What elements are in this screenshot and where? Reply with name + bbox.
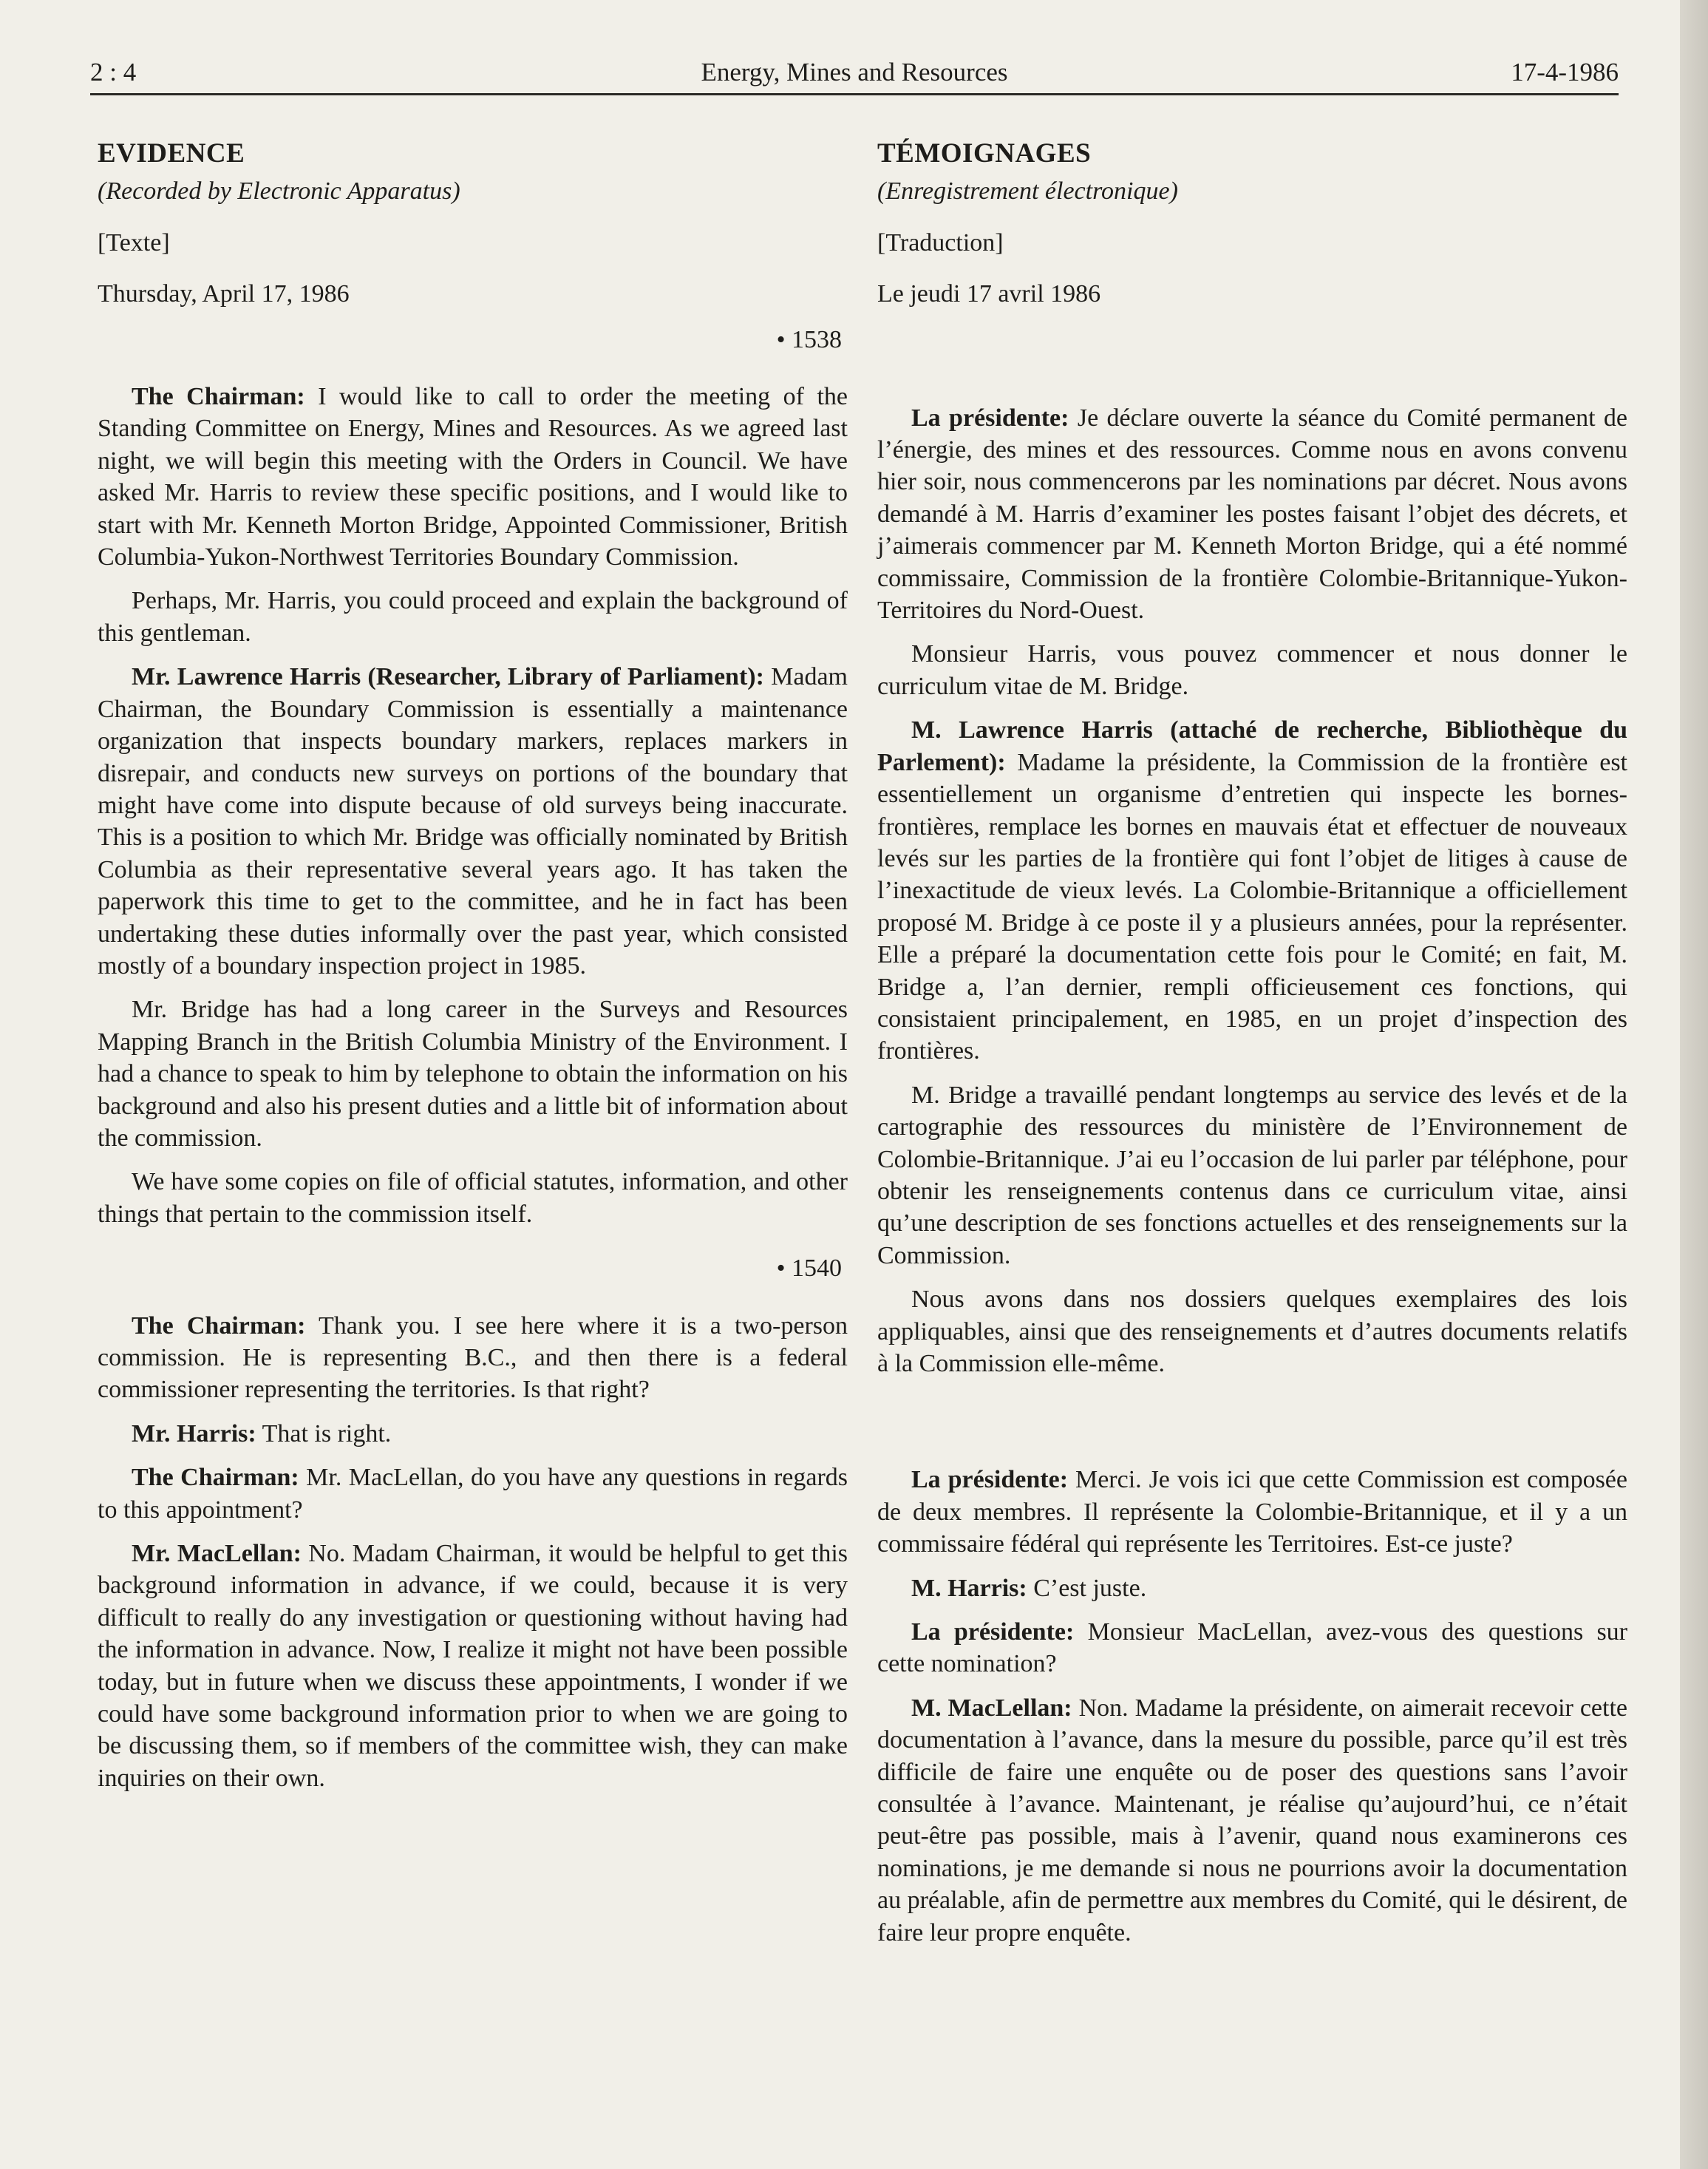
time-marker: • 1540 <box>776 1255 842 1283</box>
speaker-name: Mr. Lawrence Harris (Researcher, Library of Parliament): <box>132 663 764 691</box>
speech-text: C’est juste. <box>1027 1574 1147 1602</box>
paragraph <box>98 1462 848 1526</box>
running-title: Energy, Mines and Resources <box>701 58 1008 86</box>
speaker-name: Mr. Harris: <box>132 1419 256 1447</box>
speech-text: No. Madam Chairman, it would be helpful to get this background information in advance, if we could, because it is very difficult to really do any investigation or questioning without having had the information in advance. Now, I realize it might not have been possible today, but in future when we discuss these appointments, I wonder if we could have some background information prior to when we are going to be discussing them, so if members of the committee wish, they can make inquiries on their own. <box>98 1540 848 1792</box>
column-spacer <box>877 1391 1627 1464</box>
speech-text: Thank you. I see here where it is a two-person commission. He is representing B.C., and then there is a federal commissioner representing the territories. Is that right? <box>98 1311 848 1404</box>
paragraph <box>98 381 848 573</box>
paragraph <box>877 1283 1627 1379</box>
speech-text: Monsieur MacLellan, avez-vous des questions sur cette nomination? <box>877 1618 1628 1678</box>
speech-text: Mr. Bridge has had a long career in the Surveys and Resources Mapping Branch in the British Columbia Ministry of the Environment. I had a chance to speak to him by telephone to obtain the information on his background and also his present duties and a little bit of information about the commission. <box>98 996 848 1152</box>
speech-text: Madam Chairman, the Boundary Commission is essentially a maintenance organization that inspects boundary markers, replaces markers in disrepair, and conducts new surveys on portions of the boundary that might have come into dispute because of old surveys being inaccurate. This is a position to which Mr. Bridge was officially nominated by British Columbia as their representative several years ago. It has taken the paperwork this time to get to the committee, and he in fact has been undertaking these duties informally over the past year, which consisted mostly of a boundary inspection project in 1985. <box>98 663 848 980</box>
speech-text: We have some copies on file of official statutes, information, and other things that pertain to the commission itself. <box>98 1168 848 1228</box>
paragraph <box>98 1418 848 1450</box>
paragraph <box>98 994 848 1154</box>
paragraph <box>877 402 1627 627</box>
speaker-name: The Chairman: <box>132 1311 306 1340</box>
speech-text: M. Bridge a travaillé pendant longtemps au service des levés et de la cartographie des ressources du ministère de l’Environnement de Colombie-Britannique. J’ai eu l’occasion de lui parler par téléphone, pour obtenir les renseignements contenus dans ce curriculum vitae, ainsi qu’une description de ses fonctions actuelles et des renseignements sur la Commission. <box>877 1081 1627 1269</box>
speech-text: Mr. MacLellan, do you have any questions in regards to this appointment? <box>98 1464 848 1524</box>
meeting-date: Le jeudi 17 avril 1986 <box>877 280 1101 308</box>
running-header <box>90 58 1619 95</box>
speaker-name: The Chairman: <box>132 383 305 411</box>
paragraph <box>98 1310 848 1406</box>
meeting-date: Thursday, April 17, 1986 <box>98 280 350 308</box>
speech-text: I would like to call to order the meeting of the Standing Committee on Energy, Mines and Resources. As we agreed last night, we will begin this meeting with the Orders in Council. We have asked Mr. Harris to review these specific positions, and I would like to start with Mr. Kenneth Morton Bridge, Appointed Commissioner, British Columbia-Yukon-Northwest Territories Boundary Commission. <box>98 383 848 571</box>
speech-text: Non. Madame la présidente, on aimerait recevoir cette documentation à l’avance, dans la mesure du possible, parce qu’il est très difficile de faire une enquête ou de poser des questions sans l’avoir consultée à l’avance. Maintenant, je réalise qu’aujourd’hui, ce n’était peut-être pas possible, mais à l’avenir, quand nous examinerons ces nominations, je me demande si nous ne pourrions avoir la documentation au préalable, afin de permettre aux membres du Comité, qui le désirent, de faire leur propre enquête. <box>877 1694 1628 1946</box>
page-edge-shadow <box>1680 0 1708 2169</box>
speech-text: Merci. Je vois ici que cette Commission est composée de deux membres. Il représente la Colombie-Britannique, et il y a un commissaire fédéral qui représente les Territoires. Est-ce juste? <box>877 1466 1627 1558</box>
paragraph <box>98 585 848 649</box>
speech-text: That is right. <box>256 1419 392 1447</box>
paragraph <box>98 1166 848 1230</box>
column-spacer <box>877 324 1627 402</box>
speaker-name: M. Harris: <box>911 1574 1027 1602</box>
paragraph <box>877 1079 1627 1272</box>
speech-text: Madame la présidente, la Commission de la frontière est essentiellement un organisme d’entretien qui inspecte les bornes-frontières, remplace les bornes en mauvais état et effectuer de nouveaux levés sur les parties de la frontière qui font l’objet de litiges à cause de l’inexactitude de vieux levés. La Colombie-Britannique a officiellement proposé M. Bridge à ce poste il y a plusieurs années, pour la représenter. Elle a préparé la documentation cette fois pour le Comité; en fait, M. Bridge a, l’an dernier, rempli officieusement ces fonctions, qui consistaient principalement, en 1985, en un projet d’inspection des frontières. <box>877 748 1627 1065</box>
speaker-name: La présidente: <box>911 404 1069 432</box>
paragraph <box>877 1464 1627 1560</box>
speech-text: Nous avons dans nos dossiers quelques exemplaires des lois appliquables, ainsi que des renseignements et d’autres documents relatifs à la Commission elle-même. <box>877 1286 1627 1377</box>
speaker-name: La présidente: <box>911 1618 1075 1646</box>
speaker-name: M. MacLellan: <box>911 1694 1072 1722</box>
temoignages-heading: TÉMOIGNAGES <box>877 138 1092 169</box>
language-note: [Texte] <box>98 228 170 257</box>
paragraph <box>98 661 848 982</box>
evidence-heading: EVIDENCE <box>98 138 245 169</box>
french-column <box>877 133 1627 1961</box>
recording-note: (Enregistrement électronique) <box>877 177 1178 206</box>
speaker-name: Mr. MacLellan: <box>132 1540 302 1568</box>
page-number: 2 : 4 <box>90 58 137 86</box>
paragraph <box>877 638 1627 702</box>
speech-text: Monsieur Harris, vous pouvez commencer et nous donner le curriculum vitae de M. Bridge. <box>877 640 1627 700</box>
recording-note: (Recorded by Electronic Apparatus) <box>98 177 460 206</box>
paragraph <box>877 1692 1627 1949</box>
speech-text: Je déclare ouverte la séance du Comité permanent de l’énergie, des mines et des ressources. Comme nous en avons convenu hier soir, nous commencerons par les nominations par décret. Nous avons demandé à M. Harris d’examiner les postes faisant l’objet des décrets, et j’aimerais commencer par M. Kenneth Morton Bridge, qui a été nommé commissaire, Commission de la frontière Colombie-Britannique-Yukon-Territoires du Nord-Ouest. <box>877 404 1627 625</box>
language-note: [Traduction] <box>877 228 1004 257</box>
time-marker: • 1538 <box>776 325 842 353</box>
paragraph <box>98 1538 848 1794</box>
english-column <box>98 133 848 1806</box>
paragraph <box>877 1572 1627 1604</box>
paragraph <box>877 1616 1627 1680</box>
paragraph <box>877 714 1627 1067</box>
speaker-name: La présidente: <box>911 1466 1069 1494</box>
header-date: 17-4-1986 <box>1511 58 1619 86</box>
speech-text: Perhaps, Mr. Harris, you could proceed and explain the background of this gentleman. <box>98 587 848 647</box>
speaker-name: M. Lawrence Harris (attaché de recherche, Bibliothèque du Parlement): <box>877 716 1627 776</box>
speaker-name: The Chairman: <box>132 1464 299 1492</box>
